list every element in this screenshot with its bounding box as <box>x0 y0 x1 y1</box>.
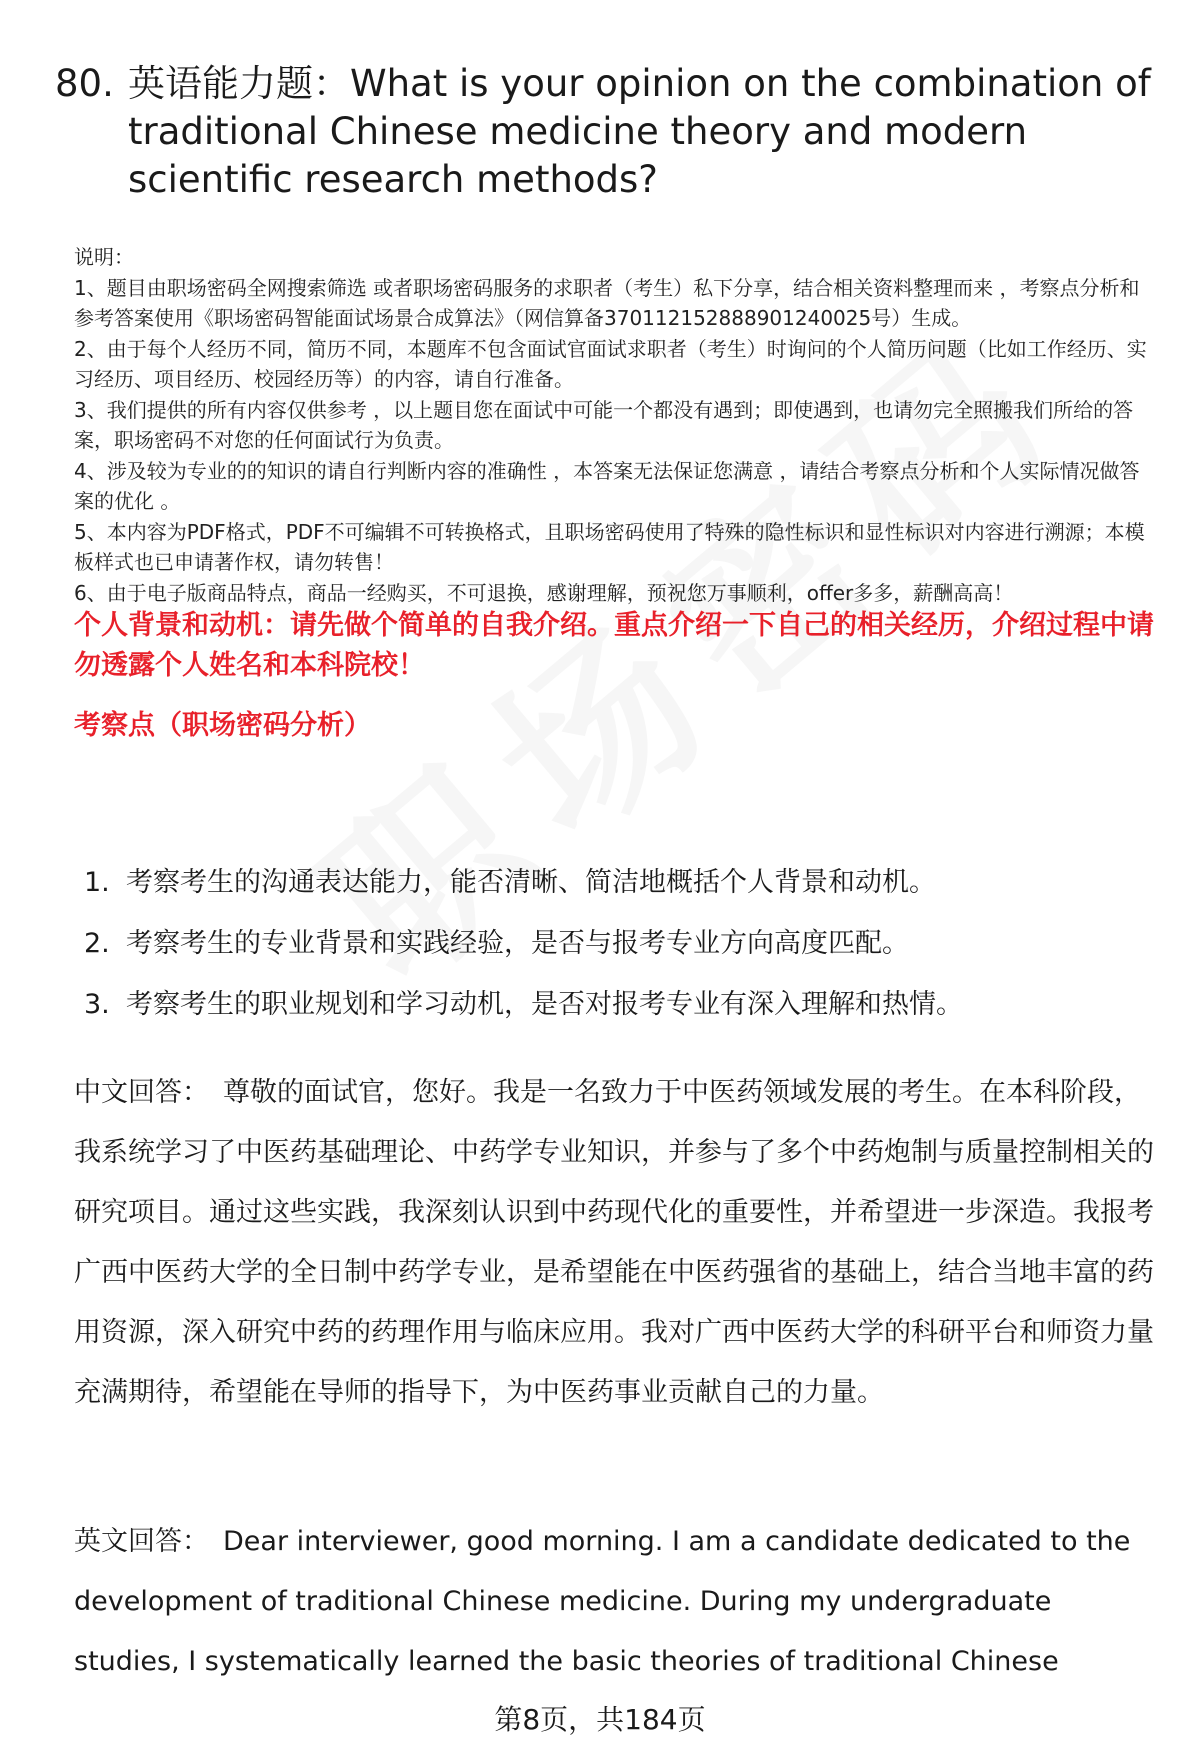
notes-item: 3、我们提供的所有内容仅供参考 ，以上题目您在面试中可能一个都没有遇到；即使遇到，也请勿完全照搬我们所给的答案，职场密码不对您的任何面试行为负责。 <box>74 397 1134 452</box>
list-item-text: 考察考生的专业背景和实践经验，是否与报考专业方向高度匹配。 <box>126 928 909 959</box>
list-item-number: 1. <box>84 867 110 898</box>
notes-section <box>74 242 1154 608</box>
notes-title: 说明： <box>74 245 134 269</box>
english-answer-text: Dear interviewer, good morning. I am a candidate dedicated to the development of traditional Chinese medicine. During my undergraduate studies, I systematically learned the basic theories of traditional Chinese <box>74 1526 1131 1677</box>
list-item-number: 3. <box>84 989 110 1020</box>
page-footer: 第8页，共184页 <box>494 1703 706 1736</box>
section-title: 个人背景和动机：请先做个简单的自我介绍。重点介绍一下自己的相关经历，介绍过程中请勿透露个人姓名和本科院校！ <box>74 610 1154 681</box>
chinese-answer-text: 尊敬的面试官，您好。我是一名致力于中医药领域发展的考生。在本科阶段，我系统学习了中医药基础理论、中药学专业知识，并参与了多个中药炮制与质量控制相关的研究项目。通过这些实践，我深刻认识到中药现代化的重要性，并希望进一步深造。我报考广西中医药大学的全日制中药学专业，是希望能在中医药强省的基础上，结合当地丰富的药用资源，深入研究中药的药理作用与临床应用。我对广西中医药大学的科研平台和师资力量充满期待，希望能在导师的指导下，为中医药事业贡献自己的力量。 <box>74 1077 1154 1408</box>
list-item-text: 考察考生的沟通表达能力，能否清晰、简洁地概括个人背景和动机。 <box>126 867 936 898</box>
chinese-answer <box>74 1063 1164 1423</box>
notes-item: 4、涉及较为专业的的知识的请自行判断内容的准确性 ，本答案无法保证您满意 ，请结合考察点分析和个人实际情况做答案的优化 。 <box>74 458 1140 513</box>
notes-item: 5、本内容为PDF格式，PDF不可编辑不可转换格式，且职场密码使用了特殊的隐性标识和显性标识对内容进行溯源；本模板样式也已申请著作权，请勿转售！ <box>74 519 1145 574</box>
points-title: 考察点（职场密码分析） <box>74 710 371 741</box>
english-answer-label: 英文回答： <box>74 1526 209 1557</box>
assessment-points <box>84 866 1154 1049</box>
notes-item: 1、题目由职场密码全网搜索筛选 或者职场密码服务的求职者（考生）私下分享，结合相关资料整理而来 ，考察点分析和参考答案使用《职场密码智能面试场景合成算法》（网信算备370112152888901240025号）生成。 <box>74 275 1140 330</box>
list-item <box>84 866 1154 900</box>
notes-item: 6、由于电子版商品特点，商品一经购买，不可退换，感谢理解，预祝您万事顺利，offer多多，薪酬高高！ <box>74 580 1014 605</box>
english-answer <box>74 1512 1164 1692</box>
question-text: 英语能力题：What is your opinion on the combination of traditional Chinese medicine theory and modern scientific research methods? <box>128 62 1151 201</box>
list-item <box>84 988 1154 1022</box>
list-item-text: 考察考生的职业规划和学习动机，是否对报考专业有深入理解和热情。 <box>126 989 963 1020</box>
chinese-answer-label: 中文回答： <box>74 1077 209 1108</box>
list-item <box>84 927 1154 961</box>
notes-item: 2、由于每个人经历不同，简历不同，本题库不包含面试官面试求职者（考生）时询问的个人简历问题（比如工作经历、实习经历、项目经历、校园经历等）的内容，请自行准备。 <box>74 336 1147 391</box>
list-item-number: 2. <box>84 928 110 959</box>
question-number: 80. <box>55 62 114 105</box>
question-heading <box>55 60 1155 204</box>
